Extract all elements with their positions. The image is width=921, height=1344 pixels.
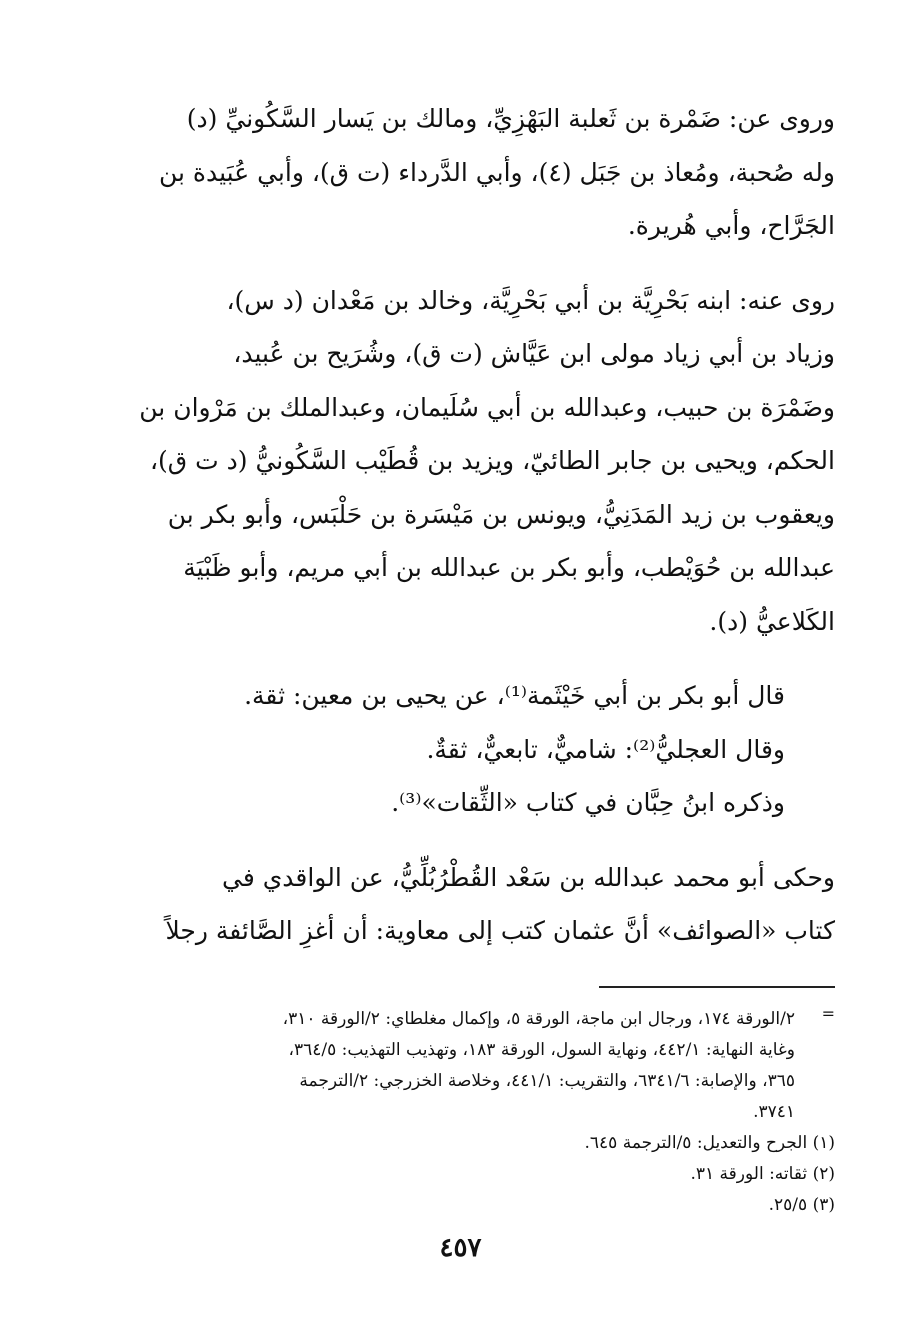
footnote-continuation bbox=[138, 1004, 835, 1128]
footnotes bbox=[138, 1004, 835, 1221]
text-line: وروى عن: ضَمْرة بن ثَعلبة البَهْزِيِّ، ومالك بن يَسار السَّكُونيِّ (د) bbox=[186, 104, 835, 133]
main-text bbox=[138, 92, 835, 958]
text-line: عبدالله بن حُوَيْطب، وأبو بكر بن عبدالله بن أبي مريم، وأبو ظَبْيَة bbox=[183, 553, 835, 582]
footnote-divider bbox=[599, 986, 835, 988]
quote-line: وقال العجليُّ⁽²⁾: شاميٌّ، تابعيٌّ، ثقةٌ. bbox=[426, 734, 785, 764]
quote-line: قال أبو بكر بن أبي خَيْثَمة⁽¹⁾، عن يحيى بن معين: ثقة. bbox=[244, 681, 785, 710]
paragraph-narrated-by bbox=[138, 274, 835, 649]
footnote-line: وغاية النهاية: ٤٤٢/١، ونهاية السول، الورقة ١٨٣، وتهذيب التهذيب: ٣٦٤/٥، bbox=[288, 1039, 795, 1060]
text-line: الجَرَّاح، وأبي هُريرة. bbox=[627, 211, 835, 240]
footnote-line: ٢/الورقة ١٧٤، ورجال ابن ماجة، الورقة ٥، وإكمال مغلطاي: ٢/الورقة ٣١٠، bbox=[282, 1008, 795, 1029]
paragraph-evaluations bbox=[138, 669, 835, 830]
quote-line: وذكره ابنُ حِبَّان في كتاب «الثِّقات»⁽³⁾. bbox=[391, 788, 785, 817]
footnote-1: (١) الجرح والتعديل: ٥/الترجمة ٦٤٥. bbox=[584, 1132, 835, 1153]
footnote-3: (٣) ٢٥/٥. bbox=[768, 1194, 835, 1215]
text-line: الكَلاعيُّ (د). bbox=[709, 606, 835, 636]
footnote-line: ٣٧٤١. bbox=[753, 1101, 795, 1122]
text-line: وضَمْرَة بن حبيب، وعبدالله بن أبي سُلَيمان، وعبدالملك بن مَرْوان بن bbox=[139, 392, 835, 422]
text-line: وحكى أبو محمد عبدالله بن سَعْد القُطْرُبُلِّيُّ، عن الواقدي في bbox=[221, 862, 835, 892]
continuation-mark: = bbox=[821, 1003, 835, 1023]
paragraph-narration bbox=[138, 851, 835, 958]
footnote-2: (٢) ثقاته: الورقة ٣١. bbox=[690, 1163, 835, 1184]
text-line: ويعقوب بن زيد المَدَنِيُّ، ويونس بن مَيْسَرة بن حَلْبَس، وأبو بكر بن bbox=[167, 499, 835, 529]
footnote-line: ٣٦٥، والإصابة: ٦٣٤١/٦، والتقريب: ٤٤١/١، وخلاصة الخزرجي: ٢/الترجمة bbox=[299, 1070, 795, 1091]
text-line: وزياد بن أبي زياد مولى ابن عَيَّاش (ت ق)، وشُرَيح بن عُبيد، bbox=[233, 339, 835, 368]
page-number: ٤٥٧ bbox=[439, 1233, 482, 1263]
text-line: روى عنه: ابنه بَحْرِيَّة بن أبي بَحْرِيَّة، وخالد بن مَعْدان (د س)، bbox=[226, 285, 835, 315]
text-line: وله صُحبة، ومُعاذ بن جَبَل (٤)، وأبي الدَّرداء (ت ق)، وأبي عُبَيدة بن bbox=[158, 157, 835, 187]
text-line: كتاب «الصوائف» أنَّ عثمان كتب إلى معاوية: أن أغزِ الصَّائفة رجلاً bbox=[165, 916, 835, 945]
text-line: الحكم، ويحيى بن جابر الطائيّ، ويزيد بن قُطَيْب السَّكُونيُّ (د ت ق)، bbox=[149, 446, 835, 475]
paragraph-narrated-from bbox=[138, 92, 835, 253]
